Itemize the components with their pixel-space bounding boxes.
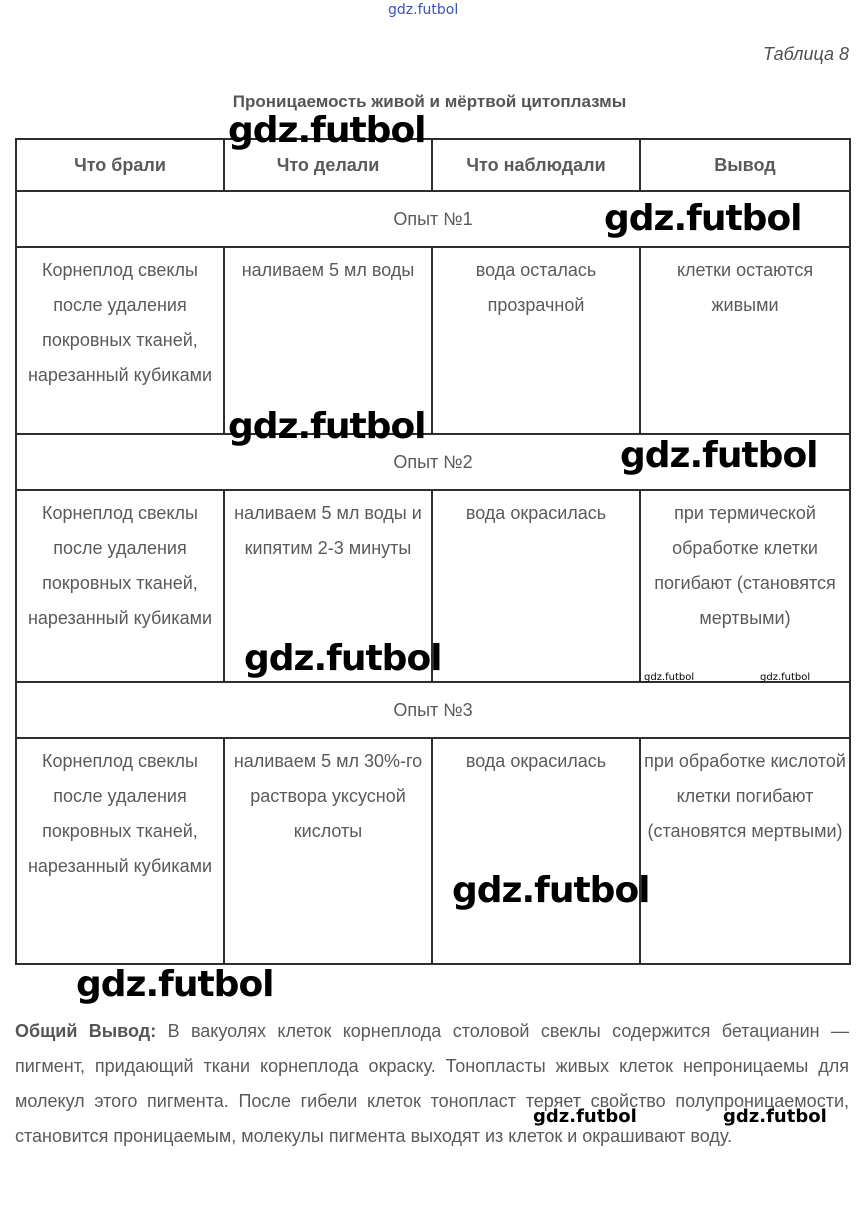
table-cell: клетки остаются живыми — [676, 260, 814, 315]
table-cell: наливаем 5 мл воды и кипятим 2-3 минуты — [234, 503, 422, 558]
section-label: Опыт №1 — [16, 191, 850, 247]
watermark: gdz.futbol — [76, 964, 274, 1005]
table-header-row — [16, 139, 850, 191]
table-cell: Корнеплод свеклы после удаления покровных тканей, нарезанный кубиками — [27, 503, 213, 628]
watermark: gdz.futbol — [533, 1106, 637, 1127]
column-header: Что делали — [224, 139, 432, 191]
watermark: gdz.futbol — [760, 672, 811, 683]
general-conclusion — [15, 1014, 849, 1154]
column-header: Что брали — [16, 139, 224, 191]
table-cell: при обработке кислотой клетки погибают (становятся мертвыми) — [644, 751, 846, 841]
section-label: Опыт №3 — [16, 682, 850, 738]
conclusion-text: В вакуолях клеток корнеплода столовой свеклы содержится бетацианин — пигмент, придающий ткани корнеплода окраску. Тонопласты живых клеток непроницаемы для молекул этого пигмента. После гибели клеток тонопласт теряет свойство полупроницаемости, становится проницаемым, молекулы пигмента выходят из клеток и окрашивают воду. — [15, 1021, 849, 1146]
experiment-table — [15, 138, 851, 965]
watermark: gdz.futbol — [604, 198, 802, 239]
watermark: gdz.futbol — [723, 1106, 827, 1127]
table-cell: Корнеплод свеклы после удаления покровных тканей, нарезанный кубиками — [27, 751, 213, 876]
watermark: gdz.futbol — [620, 435, 818, 476]
table-cell: наливаем 5 мл 30%-го раствора уксусной кислоты — [233, 751, 423, 841]
watermark: gdz.futbol — [644, 672, 695, 683]
table-cell: наливаем 5 мл воды — [241, 260, 415, 280]
table-cell: вода окрасилась — [465, 751, 607, 771]
table-cell: Корнеплод свеклы после удаления покровных тканей, нарезанный кубиками — [27, 260, 213, 385]
table-row — [16, 247, 850, 434]
watermark: gdz.futbol — [228, 110, 426, 151]
table-cell: вода осталась прозрачной — [475, 260, 597, 315]
table-row — [16, 738, 850, 964]
column-header: Что наблюдали — [432, 139, 640, 191]
table-title: Проницаемость живой и мёртвой цитоплазмы — [232, 92, 627, 111]
watermark: gdz.futbol — [244, 638, 442, 679]
watermark: gdz.futbol — [452, 870, 650, 911]
section-row — [16, 682, 850, 738]
top-watermark: gdz.futbol — [388, 2, 459, 18]
table-cell: при термической обработке клетки погибают (становятся мертвыми) — [654, 503, 836, 628]
table-number-label: Таблица 8 — [762, 44, 849, 64]
table-cell: вода окрасилась — [465, 503, 607, 523]
conclusion-label: Общий Вывод: — [15, 1021, 157, 1041]
column-header: Вывод — [640, 139, 850, 191]
watermark: gdz.futbol — [228, 406, 426, 447]
section-label: Опыт №2 — [16, 434, 850, 490]
